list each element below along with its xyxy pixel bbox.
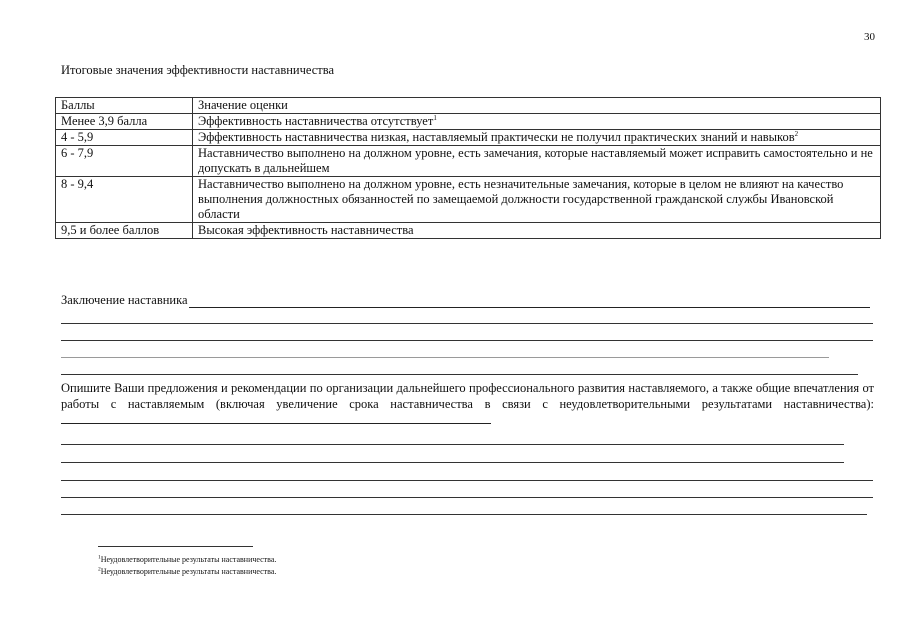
table-row xyxy=(56,130,881,146)
table-cell-score: Менее 3,9 балла xyxy=(56,114,193,130)
footnote-number: 1 xyxy=(98,554,101,561)
table-row xyxy=(56,114,881,130)
table-cell-score: 4 - 5,9 xyxy=(56,130,193,146)
conclusion-line-1[interactable] xyxy=(61,323,873,324)
page-number: 30 xyxy=(864,31,875,43)
footnote-item xyxy=(98,566,276,578)
proposal-text: Опишите Ваши предложения и рекомендации по организации дальнейшего профессионального развития наставляемого, а также общие впечатления от работы с наставляемым (включая увеличение срока наставничества в связи с неудовлетворительными результатами наставничества): xyxy=(61,381,874,411)
conclusion-input-line[interactable] xyxy=(189,295,870,308)
proposal-prompt xyxy=(61,380,874,428)
meaning-text: Эффективность наставничества низкая, наставляемый практически не получил практических знаний и навыков xyxy=(198,130,795,144)
page-title: Итоговые значения эффективности наставничества xyxy=(61,63,335,77)
footnotes xyxy=(98,554,276,578)
conclusion-line-3[interactable] xyxy=(61,357,829,358)
table-header-meaning: Значение оценки xyxy=(193,98,881,114)
table-cell-meaning: Наставничество выполнено на должном уровне, есть незначительные замечания, которые в целом не влияют на качество выполнения должностных обязанностей по замещаемой должности государственной гражданской службы Ивановской области xyxy=(193,177,881,223)
table-header-row xyxy=(56,98,881,114)
table-cell-meaning: Высокая эффективность наставничества xyxy=(193,223,881,239)
table-row xyxy=(56,223,881,239)
footnote-mark: 1 xyxy=(433,113,437,122)
conclusion-line-2[interactable] xyxy=(61,340,873,341)
meaning-text: Эффективность наставничества отсутствует xyxy=(198,114,434,128)
footnote-mark: 2 xyxy=(794,129,799,138)
proposal-input-line[interactable] xyxy=(61,412,491,424)
table-cell-meaning xyxy=(193,114,881,130)
table-cell-score: 8 - 9,4 xyxy=(56,177,193,223)
table-row xyxy=(56,177,881,223)
conclusion-label: Заключение наставника xyxy=(61,293,188,307)
footnote-item xyxy=(98,554,276,566)
proposal-line-4[interactable] xyxy=(61,497,873,498)
table-cell-score: 9,5 и более баллов xyxy=(56,223,193,239)
footnote-number: 2 xyxy=(98,566,101,573)
conclusion-line-4[interactable] xyxy=(61,374,858,375)
table-cell-meaning xyxy=(193,130,881,146)
table-cell-score: 6 - 7,9 xyxy=(56,146,193,177)
conclusion-section xyxy=(61,292,870,308)
table-cell-meaning: Наставничество выполнено на должном уровне, есть замечания, которые наставляемый может исправить самостоятельно и не допускать в дальнейшем xyxy=(193,146,881,177)
table-header-score: Баллы xyxy=(56,98,193,114)
table-row xyxy=(56,146,881,177)
proposal-line-1[interactable] xyxy=(61,444,844,445)
proposal-line-2[interactable] xyxy=(61,462,844,463)
footnote-text: Неудовлетворительные результаты наставничества. xyxy=(100,567,277,576)
scores-table xyxy=(55,97,881,239)
footnote-separator xyxy=(98,546,253,547)
proposal-line-3[interactable] xyxy=(61,480,873,481)
footnote-text: Неудовлетворительные результаты наставничества. xyxy=(100,555,277,564)
proposal-line-5[interactable] xyxy=(61,514,867,515)
